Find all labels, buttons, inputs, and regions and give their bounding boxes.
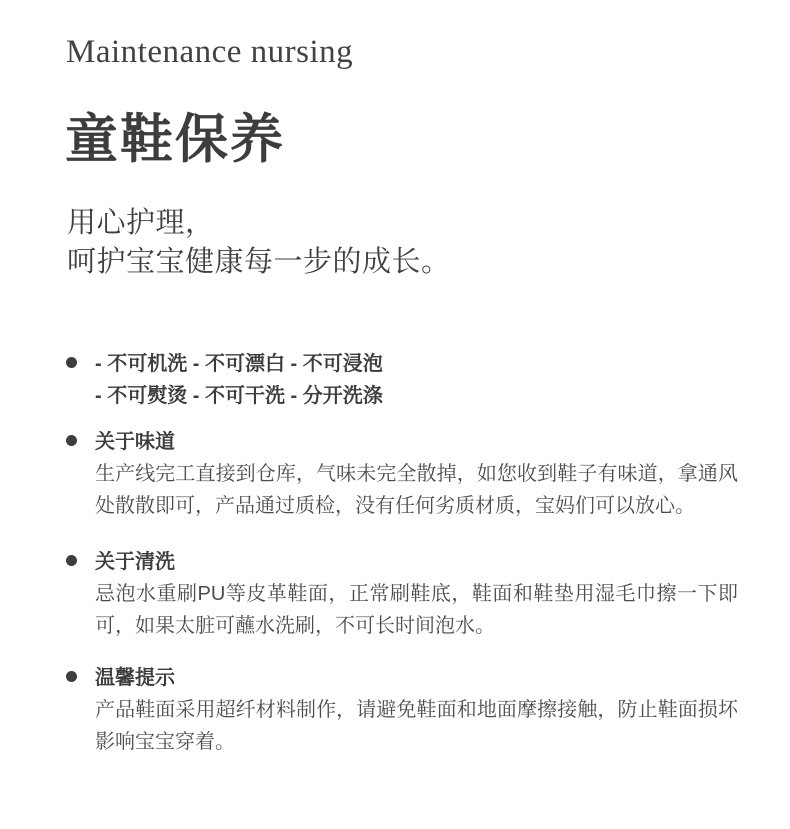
washing-rules-line-1: - 不可机洗 - 不可漂白 - 不可浸泡 (95, 353, 383, 375)
subtitle (67, 204, 451, 282)
washing-rules-line-2: - 不可熨烫 - 不可干洗 - 分开洗涤 (95, 385, 383, 407)
bullet-dot (66, 357, 77, 368)
care-item-odor (66, 426, 756, 522)
subtitle-line-1: 用心护理， (67, 207, 215, 239)
section-title-tips: 温馨提示 (95, 667, 175, 689)
bullet-dot (66, 671, 77, 682)
bullet-dot (66, 555, 77, 566)
section-body-cleaning: 忌泡水重刷PU等皮革鞋面，正常刷鞋底，鞋面和鞋垫用湿毛巾擦一下即可，如果太脏可蘸水洗刷，不可长时间泡水。 (95, 583, 738, 637)
care-item-tips (66, 662, 756, 758)
bullet-dot (66, 435, 77, 446)
subtitle-line-2: 呵护宝宝健康每一步的成长。 (67, 246, 451, 278)
section-title-odor: 关于味道 (95, 431, 175, 453)
section-title-cleaning: 关于清洗 (95, 551, 175, 573)
section-body-tips: 产品鞋面采用超纤材料制作，请避免鞋面和地面摩擦接触，防止鞋面损坏影响宝宝穿着。 (95, 699, 738, 753)
care-item-washing-rules (66, 348, 756, 412)
care-item-cleaning (66, 546, 756, 642)
en-title: Maintenance nursing (66, 34, 354, 70)
section-body-odor: 生产线完工直接到仓库，气味未完全散掉，如您收到鞋子有味道，拿通风处散散即可，产品通过质检，没有任何劣质材质，宝妈们可以放心。 (95, 463, 738, 517)
zh-title: 童鞋保养 (65, 110, 285, 169)
